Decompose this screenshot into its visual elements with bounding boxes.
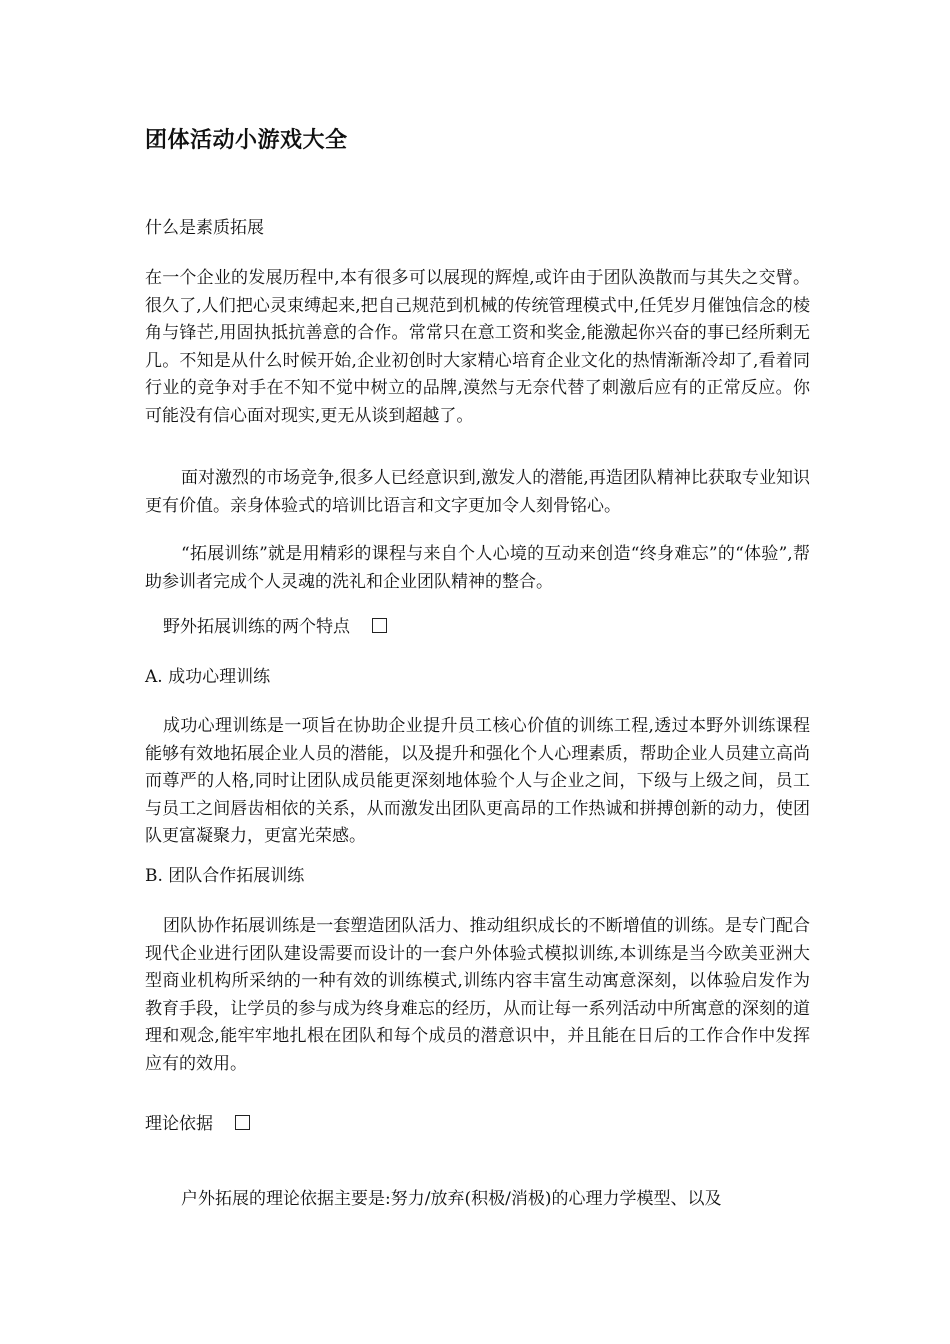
item-a-heading: A. 成功心理训练: [145, 667, 271, 687]
section-heading-features-label: 野外拓展训练的两个特点: [163, 617, 350, 637]
document-title: 团体活动小游戏大全: [145, 128, 348, 153]
section-heading-theory-label: 理论依据: [145, 1114, 213, 1134]
section-heading-what-is: 什么是素质拓展: [145, 218, 264, 238]
item-b-paragraph: 团队协作拓展训练是一套塑造团队活力、推动组织成长的不断增值的训练。是专门配合现代企业进行团队建设需要而设计的一套户外体验式模拟训练,本训练是当今欧美亚洲大型商业机构所采纳的一种有效的训练模式,训练内容丰富生动寓意深刻，以体验启发作为教育手段，让学员的参与成为终身难忘的经历，从而让每一系列活动中所寓意的深刻的道理和观念,能牢牢地扎根在团队和每个成员的潜意识中，并且能在日后的工作合作中发挥应有的效用。: [145, 916, 810, 1074]
section-heading-theory: [145, 1112, 250, 1137]
paragraph-theory: 户外拓展的理论依据主要是:努力/放弃(积极/消极)的心理力学模型、以及: [181, 1189, 722, 1209]
paragraph-definition: “拓展训练”就是用精彩的课程与来自个人心境的互动来创造“终身难忘”的“体验”,帮助参训者完成个人灵魂的洗礼和企业团队精神的整合。: [145, 544, 810, 592]
item-a-paragraph: 成功心理训练是一项旨在协助企业提升员工核心价值的训练工程,透过本野外训练课程能够有效地拓展企业人员的潜能，以及提升和强化个人心理素质，帮助企业人员建立高尚而尊严的人格,同时让团队成员能更深刻地体验个人与企业之间，下级与上级之间，员工与员工之间唇齿相依的关系，从而激发出团队更高昂的工作热诚和拼搏创新的动力，使团队更富凝聚力，更富光荣感。: [145, 716, 810, 847]
checkbox-icon: [235, 1115, 250, 1130]
paragraph-intro: 在一个企业的发展历程中,本有很多可以展现的辉煌,或许由于团队涣散而与其失之交臂。很久了,人们把心灵束缚起来,把自己规范到机械的传统管理模式中,任凭岁月催蚀信念的棱角与锋芒,用固执抵抗善意的合作。常常只在意工资和奖金,能激起你兴奋的事已经所剩无几。不知是从什么时候开始,企业初创时大家精心培育企业文化的热情渐渐冷却了,看着同行业的竞争对手在不知不觉中树立的品牌,漠然与无奈代替了刺激后应有的正常反应。你可能没有信心面对现实,更无从谈到超越了。: [145, 268, 810, 426]
section-heading-features: [163, 615, 387, 640]
checkbox-icon: [372, 618, 387, 633]
item-b-heading: B. 团队合作拓展训练: [145, 866, 305, 886]
paragraph-competition: 面对激烈的市场竞争,很多人已经意识到,激发人的潜能,再造团队精神比获取专业知识更有价值。亲身体验式的培训比语言和文字更加令人刻骨铭心。: [145, 468, 810, 516]
